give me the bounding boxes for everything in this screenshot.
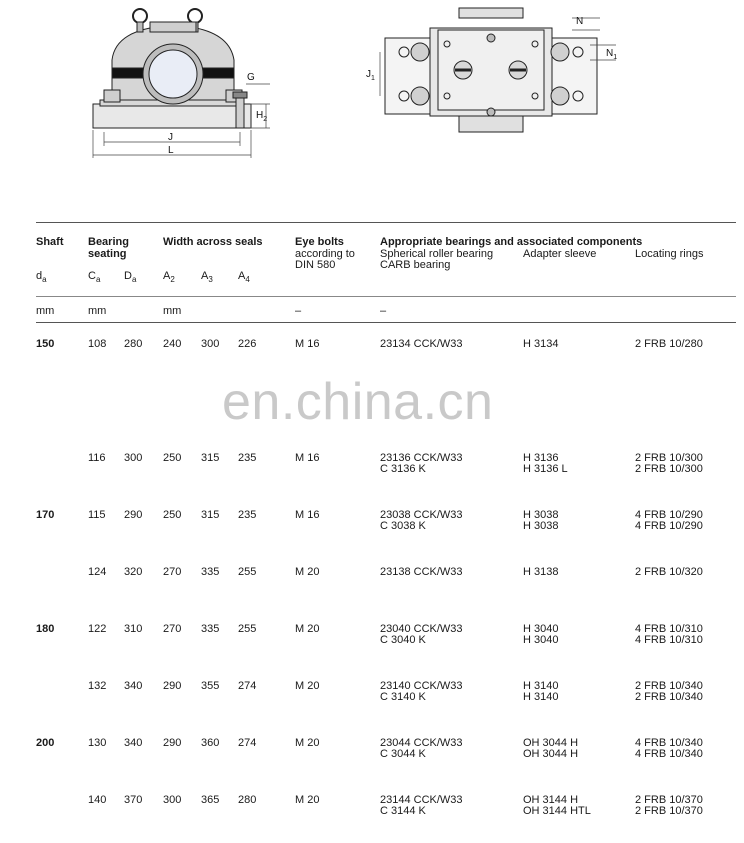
cell-bearing-line1: 23134 CCK/W33 [380,338,463,350]
cell-ca: 132 [88,680,107,692]
dim-label-g: G [247,72,255,83]
header-carb-bearing: CARB bearing [380,259,451,271]
cell-a2: 300 [163,794,182,806]
header-bearing-seating-2: seating [88,248,127,260]
table-units-rule [36,322,736,323]
cell-bearing-line1: 23144 CCK/W33 [380,794,463,806]
table-top-rule [36,222,736,223]
cell-rings [635,681,703,703]
cell-a3: 335 [201,623,220,635]
cell-sleeve-line1: H 3140 [523,680,559,692]
cell-a4: 235 [238,509,257,521]
cell-sleeve-line1: H 3038 [523,509,559,521]
cell-rings-line2: 4 FRB 10/310 [635,634,703,646]
cell-da: 370 [124,794,143,806]
cell-bolt: M 20 [295,680,320,692]
cell-bearing [380,795,463,817]
cell-rings [635,795,703,817]
cell-a2: 290 [163,680,182,692]
cell-da: 310 [124,623,143,635]
header-appropriate-bearings: Appropriate bearings and associated components [380,236,643,248]
cell-rings-line1: 4 FRB 10/290 [635,509,703,521]
cell-bearing-line1: 23040 CCK/W33 [380,623,463,635]
cell-sleeve [523,795,591,817]
dim-label-h2: $H_2$ [256,110,268,123]
cell-da: 290 [124,509,143,521]
cell-bolt: M 16 [295,509,320,521]
cell-bearing [380,510,463,532]
cell-bearing-line2: C 3136 K [380,463,426,475]
cell-rings-line1: 2 FRB 10/320 [635,566,703,578]
cell-bearing-line1: 23138 CCK/W33 [380,566,463,578]
cell-bolt: M 20 [295,566,320,578]
cell-sleeve-line2: H 3038 [523,520,559,532]
header-adapter-sleeve: Adapter sleeve [523,248,597,260]
unit-seating: mm [88,305,107,317]
cell-sleeve-line1: H 3134 [523,338,559,350]
cell-rings-line1: 4 FRB 10/340 [635,737,703,749]
header-spherical-roller: Spherical roller bearing [380,248,494,260]
symbol-da: $d_a$ [36,270,47,285]
cell-bolt: M 20 [295,737,320,749]
cell-sleeve-line1: H 3040 [523,623,559,635]
cell-ca: 122 [88,623,107,635]
cell-bearing-line2: C 3140 K [380,691,426,703]
cell-bearing [380,624,463,646]
cell-sleeve [523,681,558,703]
cell-bearing-line2: C 3044 K [380,748,426,760]
cell-sleeve [523,738,578,760]
cell-bearing [380,453,463,475]
table-header-rule [36,296,736,297]
cell-a4: 235 [238,452,257,464]
cell-bolt: M 16 [295,452,320,464]
cell-da: 340 [124,680,143,692]
cell-rings-line2: 2 FRB 10/300 [635,463,703,475]
dim-label-l: L [168,145,174,156]
cell-sleeve-line1: OH 3144 H [523,794,579,806]
cell-a3: 360 [201,737,220,749]
cell-rings-line2: 2 FRB 10/340 [635,691,703,703]
header-eye-bolts-sub2: DIN 580 [295,259,336,271]
cell-bearing [380,681,463,703]
header-eye-bolts: Eye bolts [295,236,344,248]
dim-label-n: N [576,16,584,27]
cell-sleeve [523,567,558,578]
cell-sleeve [523,339,558,350]
cell-a2: 290 [163,737,182,749]
cell-rings [635,510,703,532]
unit-bearings: – [380,305,387,317]
front-view-drawing [93,9,270,158]
cell-a4: 274 [238,680,257,692]
technical-drawings [0,0,744,200]
cell-a4: 226 [238,338,257,350]
cell-sleeve-line2: H 3040 [523,634,559,646]
cell-ca: 140 [88,794,107,806]
cell-rings [635,738,703,760]
cell-bearing [380,339,463,350]
cell-sleeve-line1: H 3138 [523,566,559,578]
cell-sleeve [523,453,568,475]
cell-bearing-line1: 23140 CCK/W33 [380,680,463,692]
cell-sleeve [523,510,558,532]
cell-bearing [380,567,463,578]
cell-bearing-line2: C 3038 K [380,520,426,532]
cell-a4: 280 [238,794,257,806]
cell-a2: 270 [163,566,182,578]
cell-a2: 250 [163,452,182,464]
cell-bearing-line2: C 3040 K [380,634,426,646]
cell-rings-line1: 2 FRB 10/340 [635,680,703,692]
cell-a2: 250 [163,509,182,521]
cell-rings-line1: 4 FRB 10/310 [635,623,703,635]
cell-ca: 115 [88,509,106,521]
unit-shaft: mm [36,305,55,317]
cell-shaft: 170 [36,509,55,521]
cell-da: 280 [124,338,143,350]
header-width-across-seals: Width across seals [163,236,263,248]
cell-a3: 335 [201,566,220,578]
cell-da: 320 [124,566,143,578]
cell-a2: 270 [163,623,182,635]
cell-ca: 130 [88,737,107,749]
cell-shaft: 150 [36,338,55,350]
watermark-text: en.china.cn [222,373,494,431]
unit-eye-bolts: – [295,305,302,317]
cell-da: 300 [124,452,143,464]
symbol-ca: $C_a$ [88,270,101,285]
dim-label-j: J [168,132,173,143]
cell-rings-line1: 2 FRB 10/370 [635,794,703,806]
cell-rings [635,624,703,646]
cell-rings-line2: 4 FRB 10/340 [635,748,703,760]
symbol-Da: $D_a$ [124,270,137,285]
cell-sleeve-line2: OH 3144 HTL [523,805,591,817]
cell-bearing [380,738,463,760]
cell-a3: 300 [201,338,220,350]
cell-a3: 365 [201,794,220,806]
header-eye-bolts-sub1: according to [295,248,355,260]
cell-rings [635,453,703,475]
cell-rings [635,567,703,578]
unit-width: mm [163,305,182,317]
cell-a4: 274 [238,737,257,749]
header-shaft: Shaft [36,236,64,248]
cell-bearing-line1: 23044 CCK/W33 [380,737,463,749]
cell-ca: 124 [88,566,107,578]
cell-shaft: 180 [36,623,55,635]
cell-rings [635,339,703,350]
cell-bolt: M 20 [295,794,320,806]
cell-rings-line2: 4 FRB 10/290 [635,520,703,532]
symbol-a2: $A_2$ [163,270,175,285]
cell-bearing-line1: 23038 CCK/W33 [380,509,463,521]
cell-rings-line1: 2 FRB 10/300 [635,452,703,464]
cell-a2: 240 [163,338,182,350]
cell-bolt: M 20 [295,623,320,635]
dim-label-j1: $J_1$ [366,69,375,82]
header-bearing-seating-1: Bearing [88,236,129,248]
cell-da: 340 [124,737,143,749]
cell-a3: 355 [201,680,220,692]
symbol-a3: $A_3$ [201,270,213,285]
cell-a3: 315 [201,452,220,464]
cell-ca: 116 [88,452,106,464]
cell-a4: 255 [238,623,257,635]
header-locating-rings: Locating rings [635,248,704,260]
cell-ca: 108 [88,338,107,350]
cell-a4: 255 [238,566,257,578]
cell-sleeve-line2: H 3136 L [523,463,568,475]
cell-rings-line2: 2 FRB 10/370 [635,805,703,817]
cell-sleeve-line2: H 3140 [523,691,559,703]
dim-label-n1: $N_1$ [606,48,618,61]
cell-bearing-line1: 23136 CCK/W33 [380,452,463,464]
cell-shaft: 200 [36,737,55,749]
cell-sleeve-line1: H 3136 [523,452,559,464]
cell-bolt: M 16 [295,338,320,350]
cell-sleeve-line2: OH 3044 H [523,748,579,760]
cell-a3: 315 [201,509,220,521]
cell-bearing-line2: C 3144 K [380,805,426,817]
cell-rings-line1: 2 FRB 10/280 [635,338,703,350]
cell-sleeve-line1: OH 3044 H [523,737,579,749]
cell-sleeve [523,624,558,646]
symbol-a4: $A_4$ [238,270,250,285]
